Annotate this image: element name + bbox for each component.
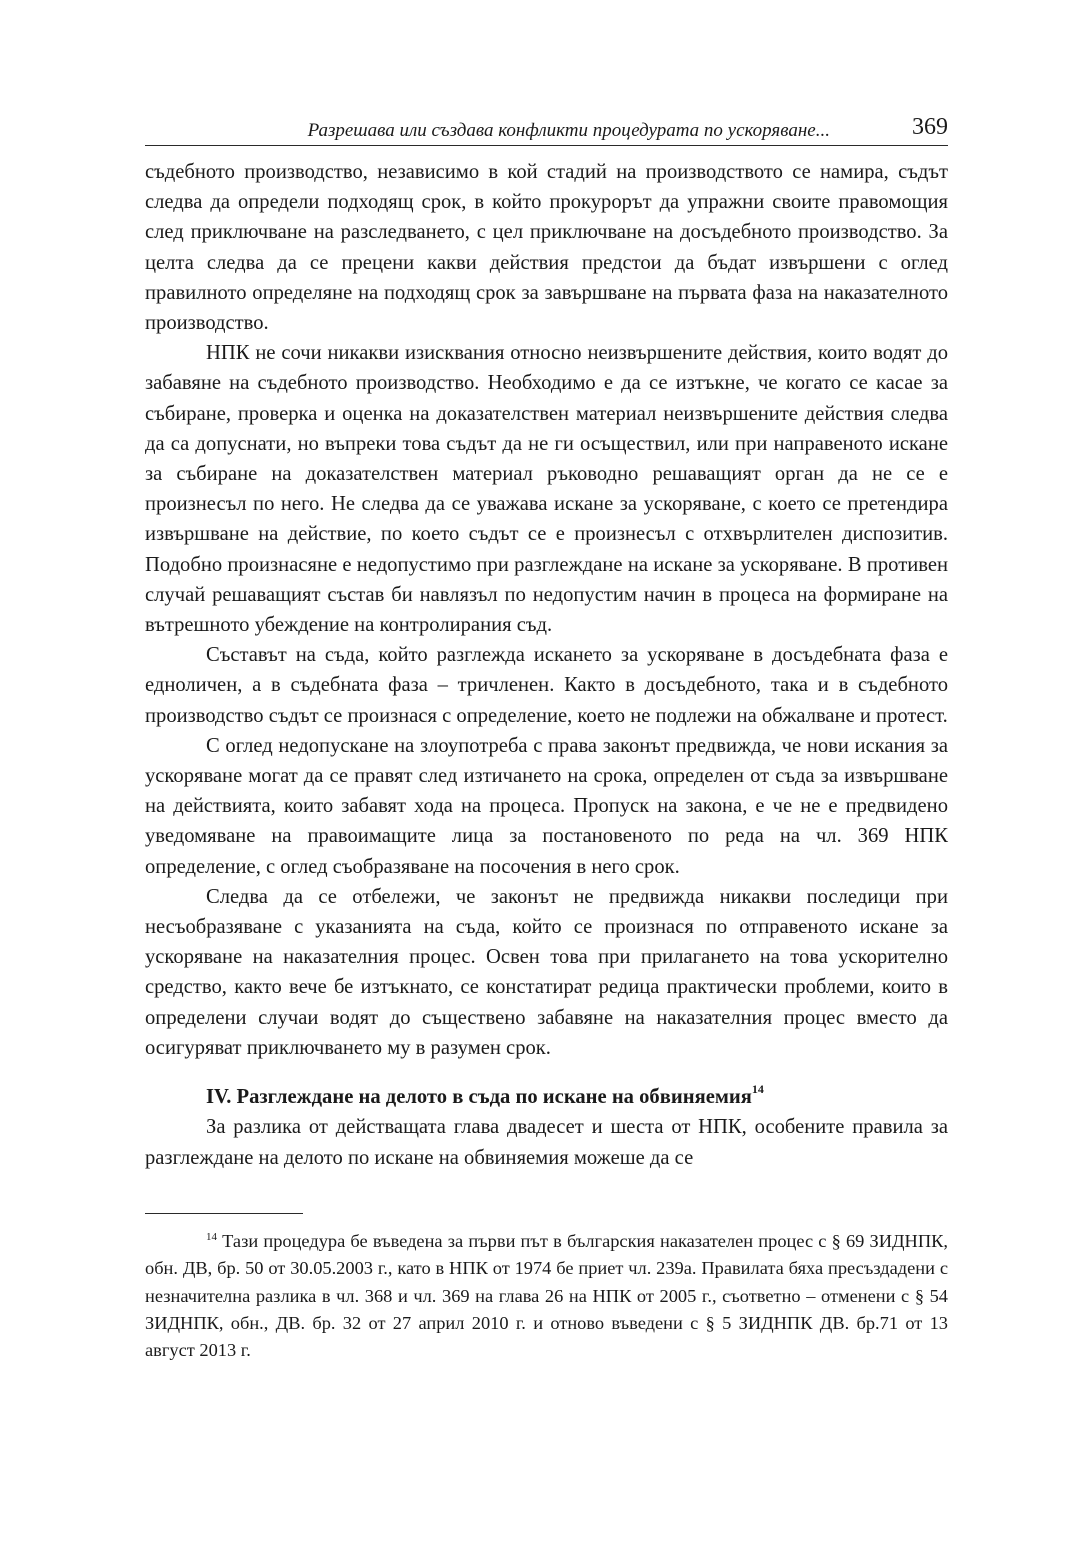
running-header xyxy=(145,112,948,146)
footnote-divider xyxy=(145,1213,303,1214)
running-header-title: Разрешава или създава конфликти процедурата по ускоряване... xyxy=(307,120,830,141)
footnote-reference[interactable]: 14 xyxy=(751,1082,764,1097)
footnote-number: 14 xyxy=(206,1230,217,1243)
paragraph: С оглед недопускане на злоупотреба с права законът предвижда, че нови искания за ускоряване могат да се правят след изтичането на срока, определен от съда за извършване на действията, които забавят хода на процеса. Пропуск на закона, е че не е предвидено уведомяване на правоимащите лица за постановеното по реда на чл. 369 НПК определение, с оглед съобразяване на посочения в него срок. xyxy=(145,734,948,878)
page-number: 369 xyxy=(912,114,948,140)
body-text xyxy=(145,157,948,1063)
footnote xyxy=(145,1228,948,1365)
section-heading xyxy=(145,1082,948,1112)
section-body xyxy=(145,1112,948,1172)
paragraph: Съставът на съда, който разглежда искането за ускоряване в досъдебната фаза е едноличен, а в съдебната фаза – тричленен. Както в досъдебното, така и в съдебното производство съдът се произнася с определение, което не подлежи на обжалване и протест. xyxy=(145,644,948,727)
paragraph: НПК не сочи никакви изисквания относно неизвършените действия, които водят до забавяне на съдебното производство. Необходимо е да се изтъкне, че когато се касае за събиране, проверка и оценка на доказателствен материал неизвършените действия следва да са допуснати, но въпреки това съдът да не ги осъществил, или при направеното искане за събиране на доказателствен материал ръководно решаващият орган да не се е произнесъл по него. Не следва да се уважава искане за ускоряване, с което се претендира извършване на действие, по което съдът се е произнесъл с отхвърлителен диспозитив. Подобно произнасяне е недопустимо при разглеждане на искане за ускоряване. В противен случай решаващият състав би навлязъл по недопустим начин в процеса на формиране на вътрешното убеждение на контролирания съд. xyxy=(145,342,948,637)
document-page xyxy=(145,112,948,1365)
section-heading-text: IV. Разглеждане на делото в съда по искане на обвиняемия xyxy=(206,1086,752,1109)
paragraph-continued: съдебното производство, независимо в кой стадий на производството се намира, съдът следва да определи подходящ срок, в който прокурорът да упражни своите правомощия след приключване на разследването, с цел приключване на досъдебното производство. За целта следва да се прецени какви действия предстои да бъдат извършени с оглед правилното определяне на подходящ срок за завършване на първата фаза на наказателното производство. xyxy=(145,161,948,335)
footnote-text: Тази процедура бе въведена за първи път в българския наказателен процес с § 69 ЗИДНПК, обн. ДВ, бр. 50 от 30.05.2003 г., като в НПК от 1974 бе приет чл. 239а. Правилата бяха пресъздадени с незначителна разлика в чл. 368 и чл. 369 на глава 26 на НПК от 2005 г., съответно – отменени с § 54 ЗИДНПК, обн., ДВ. бр. 32 от 27 април 2010 г. и отново въведени с § 5 ЗИДНПК ДВ. бр.71 от 13 август 2013 г. xyxy=(145,1230,948,1361)
paragraph: Следва да се отбележи, че законът не предвижда никакви последици при несъобразяване с указанията на съда, който се произнася по отправеното искане за ускоряване на наказателния процес. Освен това при прилагането на това ускорително средство, както вече бе изтъкнато, се констатират редица практически проблеми, които в определени случаи водят до съществено забавяне на наказателния процес вместо да осигуряват приключването му в разумен срок. xyxy=(145,885,948,1059)
paragraph: За разлика от действащата глава двадесет и шеста от НПК, особените правила за разглеждане на делото по искане на обвиняемия можеше да се xyxy=(145,1116,948,1169)
